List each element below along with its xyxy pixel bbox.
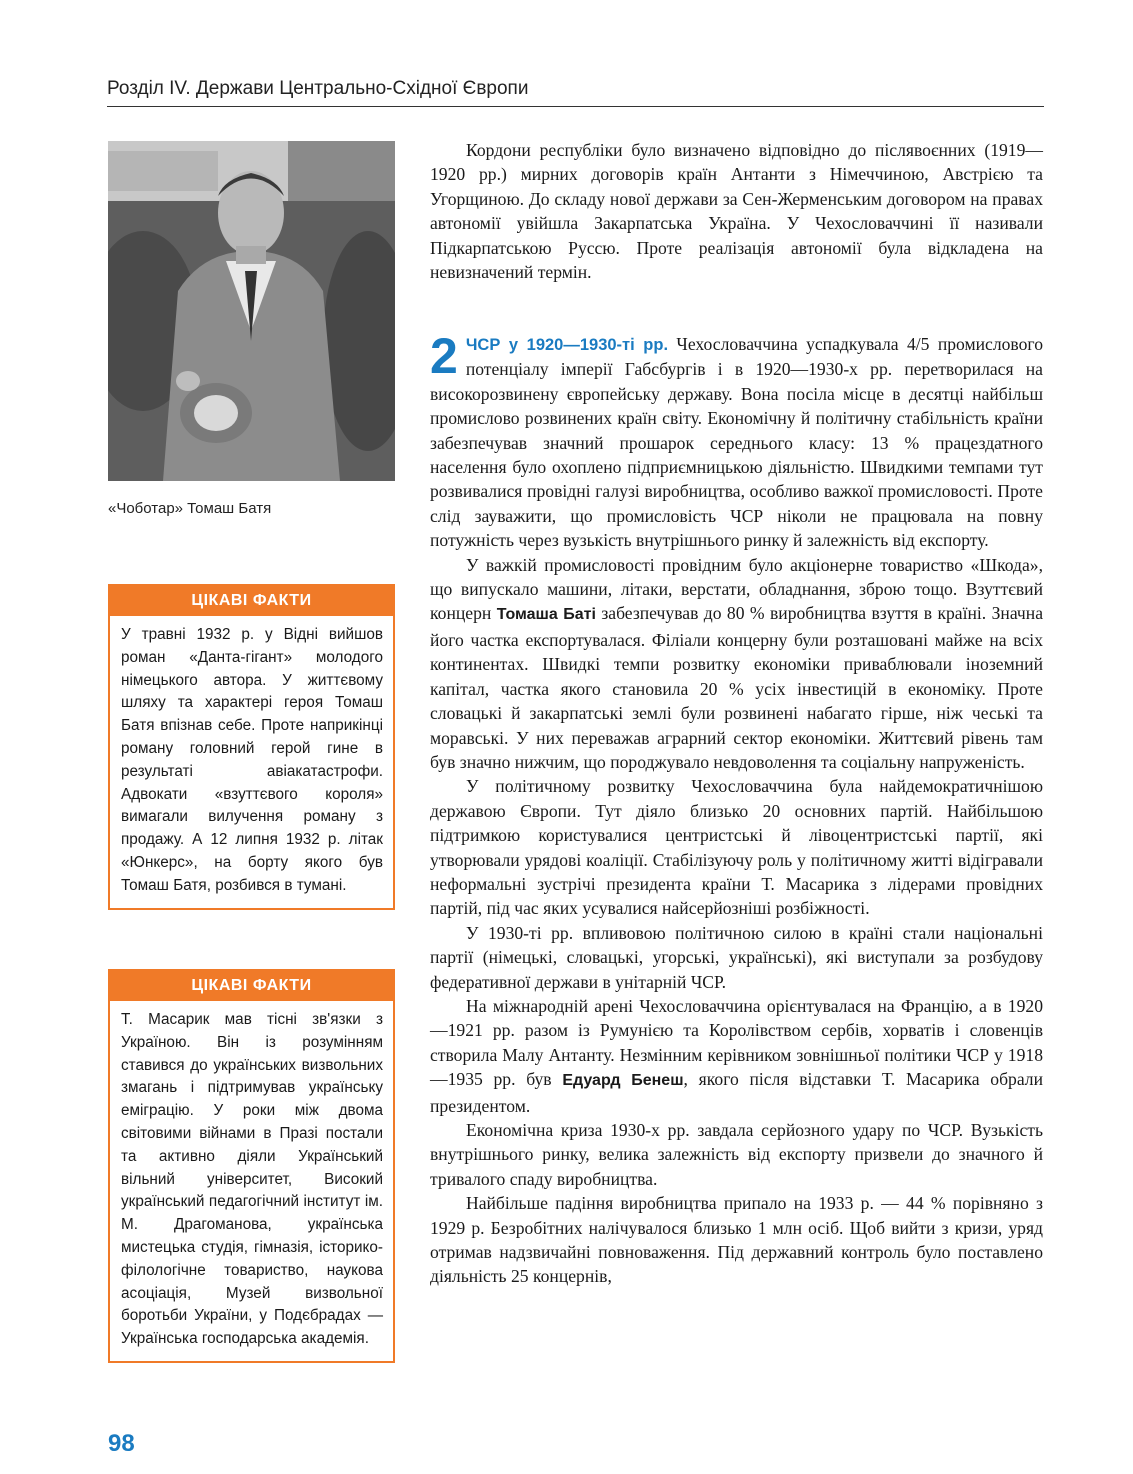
section-title: ЧСР у 1920—1930-ті рр.: [465, 336, 669, 354]
section-paragraph-2: [430, 553, 1043, 775]
interesting-facts-box-1: [108, 584, 395, 910]
facts-title: ЦІКАВІ ФАКТИ: [110, 586, 393, 616]
intro-paragraph: Кордони республіки було визначено відповідно до післявоєнних (1919—1920 рр.) мирних договорів країн Антанти з Німеччиною, Австрією та Угорщиною. До складу нової держави за Сен-Жерменським договором на правах автономії увійшла Закарпатська Україна. У Чехословаччині її називали Підкарпатською Руссю. Проте реалізація автономії була відкладена на невизначений термін.: [430, 140, 1043, 283]
page-number: 98: [108, 1430, 135, 1457]
photo-caption: «Чоботар» Томаш Батя: [108, 500, 272, 517]
section-paragraph-1: [430, 328, 1043, 553]
running-header: Розділ IV. Держави Центрально-Східної Європи: [107, 78, 529, 99]
p5-text-c: , якого після відставки Т. Масарика обрали президентом.: [430, 1069, 1043, 1116]
header-divider: [107, 106, 1044, 107]
p2-text-c: забезпечував до 80 % виробництва взуття в країні. Значна його частка експортувалася. Філіали концерну були розташовані майже на всіх континентах. Швидкі темпи розвитку економіки приваблювали іноземний капітал, частка якого становила 20 % усіх інвестицій в економіку. Проте словацькі й закарпатські землі були розвинені набагато гірше, ніж чеські та моравські. У них переважав аграрний сектор економіки. Життєвий рівень там був значно нижчим, що породжувало невдоволення та соціальну напруженість.: [430, 603, 1044, 772]
interesting-facts-box-2: [108, 969, 395, 1363]
section-paragraph-5: [430, 994, 1043, 1118]
term-tomas-bata: Томаша Баті: [496, 606, 596, 624]
term-edvard-benes: Едуард Бенеш: [562, 1072, 684, 1090]
portrait-illustration: [108, 141, 395, 481]
section-p1-text: Чехословаччина успадкувала 4/5 промислового потенціалу імперії Габсбургів і в 1920—1930-х рр. перетворилася на високорозвинену європейську державу. Вона посіла місце в десятці найбільш промислово розвинених країн світу. Економічну й політичну стабільність країни забезпечував значний прошарок середнього класу: 13 % працездатного населення було охоплено підприємницькою діяльністю. Швидкими темпами тут розвивалися провідні галузі виробництва, особливо важкої промисловості. Проте слід зауважити, що промисловість ЧСР ніколи не працювала на повну потужність через вузькість внутрішнього ринку й залежність від експорту.: [430, 334, 1043, 551]
p2-text-a: У важкій промисловості провідним було акціонерне товариство «Шкода», що випускало машини, літаки, верстати, обладнання, зброю тощо. Взуттєвий концерн: [430, 554, 1043, 624]
section-paragraph-6: Економічна криза 1930-х рр. завдала серйозного удару по ЧСР. Вузькість внутрішнього ринку, велика залежність від експорту призвели до значного й тривалого спаду виробництва.: [430, 1120, 1043, 1189]
p5-text-a: На міжнародній арені Чехословаччина орієнтувалася на Францію, а в 1920—1921 рр. разом із Румунією та Королівством сербів, хорватів і словенців створила Малу Антанту. Незмінним керівником зовнішньої політики ЧСР у 1918—1935 рр. був: [430, 995, 1043, 1090]
facts-text: Т. Масарик мав тісні зв'язки з Україною. Він із розумінням ставився до українських визвольних змагань і підтримував українську еміграцію. У роки між двома світовими війнами в Празі постали та активно діяли Український вільний університет, Високий український педагогічний інститут ім. М. Драгоманова, українська мистецька студія, гімназія, історико-філологічне товариство, наукова асоціація, Музей визвольної боротьби України, у Подєбрадах — Українська господарська академія.: [121, 1011, 383, 1348]
intro-text: [430, 138, 1043, 284]
portrait-photo: [108, 141, 395, 481]
facts-text: У травні 1932 р. у Відні вийшов роман «Данта-гігант» молодого німецького автора. У життєвому шляху та характері героя Томаш Батя впізнав себе. Проте наприкінці роману головний герой гине в результаті авіакатастрофи. Адвокати «взуттєвого короля» вимагали вилучення роману з продажу. А 12 липня 1932 р. літак «Юнкерс», на борту якого був Томаш Батя, розбився в тумані.: [121, 626, 383, 894]
section-paragraph-7: Найбільше падіння виробництва припало на 1933 р. — 44 % порівняно з 1929 р. Безробітних налічувалося близько 1 млн осіб. Щоб вийти з кризи, уряд отримав надзвичайні повноваження. Під державний контроль було поставлено діяльність 25 концернів,: [430, 1193, 1043, 1287]
section-2: [430, 328, 1044, 1289]
facts-title: ЦІКАВІ ФАКТИ: [110, 971, 393, 1001]
section-number: 2: [430, 328, 458, 384]
section-paragraph-4: У 1930-ті рр. впливовою політичною силою в країні стали національні партії (німецькі, словацькі, угорські, українські), які виступали за розбудову федеративної держави в унітарній ЧСР.: [430, 922, 1043, 992]
section-paragraph-3: У політичному розвитку Чехословаччина була найдемократичнішою державою Європи. Тут діяло близько 20 основних партій. Найбільшою підтримкою користувалися центристські й лівоцентристські партії, які утворювали урядові коаліції. Стабілізуючу роль у політичному житті відігравали неформальні зустрічі президента країни Т. Масарика з лідерами провідних партій, під час яких усувалися найсерйозніші розбіжності.: [430, 776, 1043, 919]
